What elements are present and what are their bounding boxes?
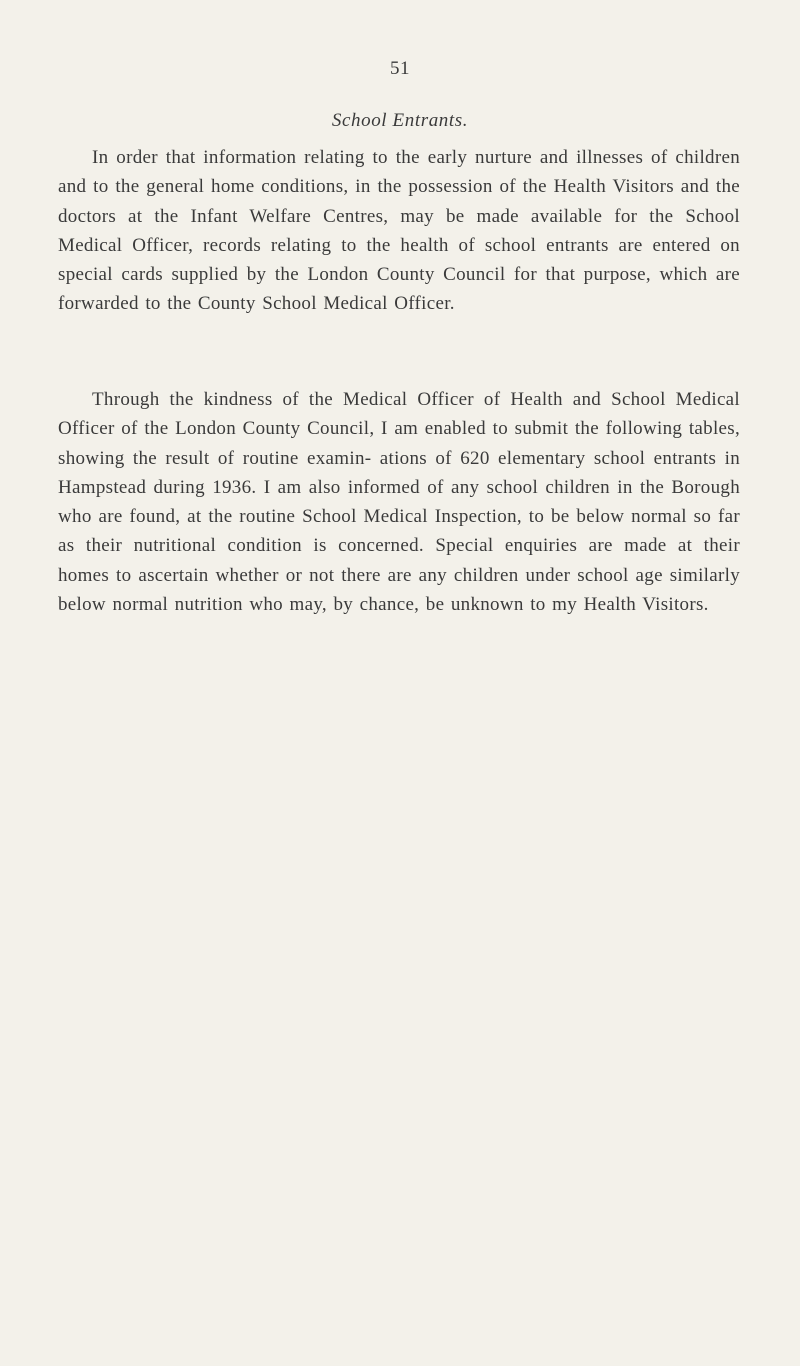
page-number: 51	[390, 58, 410, 79]
section-title: School Entrants.	[331, 110, 469, 131]
paragraph-block-1	[58, 143, 740, 319]
paragraph-block-2	[58, 385, 740, 619]
paragraph-2: Through the kindness of the Medical Officer of Health and School Medical Officer of the London County Council, I am enabled to submit the following tables, showing the result of routine examin- ations of 620 elementary school entrants in Hampstead during 1936. I am also informed of any school children in the Borough who are found, at the routine School Medical Inspection, to be below normal so far as their nutritional condition is concerned. Special enquiries are made at their homes to ascertain whether or not there are any children under school age similarly below normal nutrition who may, by chance, be unknown to my Health Visitors.	[58, 389, 740, 616]
paragraph-1: In order that information relating to the early nurture and illnesses of children and to the general home conditions, in the possession of the Health Visitors and the doctors at the Infant Welfare Centres, may be made available for the School Medical Officer, records relating to the health of school entrants are entered on special cards supplied by the London County Council for that purpose, which are forwarded to the County School Medical Officer.	[58, 147, 740, 315]
